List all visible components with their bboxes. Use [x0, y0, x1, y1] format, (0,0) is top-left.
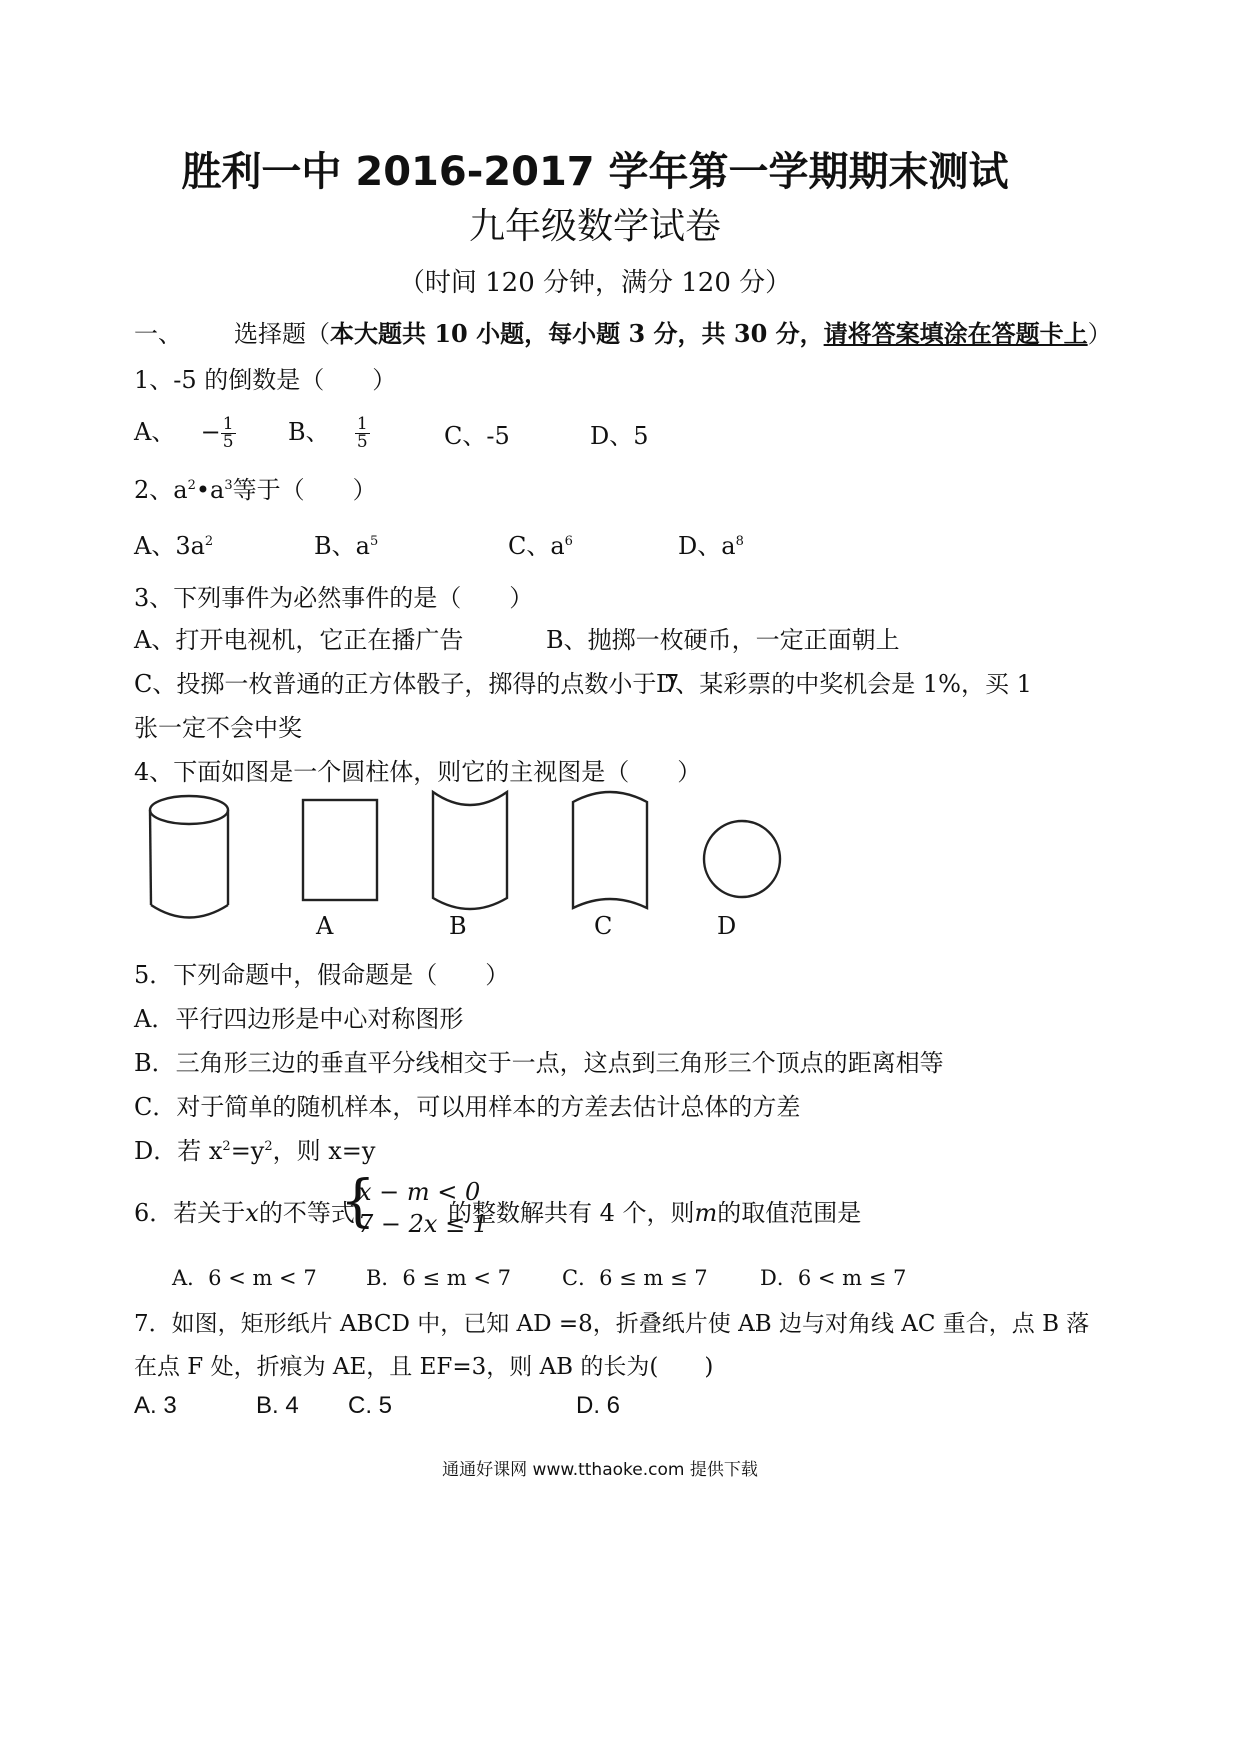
q7-option-d: D. 6 [576, 1392, 621, 1419]
q6-brace: { [340, 1169, 376, 1234]
q1-option-b: B、 $\frac{1}{5}$ [288, 414, 368, 452]
q6-option-d: D．6 < m ≤ 7 [760, 1266, 907, 1290]
time-note: （时间 120 分钟，满分 120 分） [398, 268, 792, 298]
q6-stem-post: 的整数解共有 4 个，则m的取值范围是 [448, 1199, 862, 1227]
q1-a-fraction: $\frac{1}{5}$ [222, 414, 234, 452]
q7-stem-line1: 7．如图，矩形纸片 ABCD 中，已知 AD =8，折叠纸片使 AB 边与对角线 AC 重合，点 B 落 [134, 1311, 1090, 1337]
section-answer-note: 请将答案填涂在答题卡上 [823, 319, 1088, 348]
q1-option-a: A、 − $\frac{1}{5}$ [134, 414, 234, 452]
q4-label-a: A [316, 912, 334, 940]
q7-stem-line2: 在点 F 处，折痕为 AE，且 EF=3，则 AB 的长为( ) [134, 1354, 714, 1380]
q3-option-d-continued: 张一定不会中奖 [134, 714, 302, 742]
q2-option-a: A、$3a^2$ [134, 532, 214, 560]
q2-option-d: D、$a^8$ [678, 532, 744, 560]
q5-option-c: C．对于简单的随机样本，可以用样本的方差去估计总体的方差 [134, 1093, 801, 1121]
q3-option-d: D、某彩票的中奖机会是 1%，买 1 [656, 670, 1032, 698]
q6-option-a: A．6 < m < 7 [172, 1266, 317, 1290]
exam-subtitle: 九年级数学试卷 [468, 206, 721, 247]
q3-option-c: C、投掷一枚普通的正方体骰子，掷得的点数小于 7 [134, 670, 680, 698]
q7-option-c: C. 5 [348, 1392, 393, 1419]
cylinder-figure [150, 796, 228, 918]
q1-option-d: D、5 [590, 422, 649, 450]
exam-title: 胜利一中 2016-2017 学年第一学期期末测试 [181, 149, 1009, 195]
q3-option-a: A、打开电视机，它正在播广告 [134, 626, 464, 654]
q2-option-c: C、$a^6$ [508, 532, 573, 560]
q5-option-a: A．平行四边形是中心对称图形 [134, 1005, 464, 1033]
option-c-shape [573, 792, 647, 908]
q2-options [134, 526, 834, 560]
q4-stem: 4、下面如图是一个圆柱体，则它的主视图是（ ） [134, 758, 702, 786]
q6-inequality-system [340, 1169, 489, 1246]
q1-stem: 1、-5 的倒数是（ ） [134, 366, 397, 394]
section-number: 一、 [134, 320, 182, 348]
q5-option-d: D．若 $x^2=y^2$，则 x=y [134, 1137, 376, 1165]
option-d-circle [704, 821, 780, 897]
q6-option-b: B．6 ≤ m < 7 [366, 1266, 511, 1290]
q4-label-c: C [594, 912, 613, 940]
q3-option-b: B、抛掷一枚硬币，一定正面朝上 [546, 626, 900, 654]
section-close: ） [1087, 320, 1112, 348]
q1-b-fraction: $\frac{1}{5}$ [356, 414, 368, 452]
page-footer: 通通好课网 www.tthaoke.com 提供下载 [442, 1460, 758, 1480]
q4-label-b: B [449, 912, 467, 940]
section-name: 选择题（ [234, 320, 330, 348]
q7-option-b: B. 4 [256, 1392, 299, 1419]
q5-option-b: B．三角形三边的垂直平分线相交于一点，这点到三角形三个顶点的距离相等 [134, 1049, 944, 1077]
section-instructions: 本大题共 10 小题，每小题 3 分，共 30 分， [330, 319, 824, 348]
q3-stem: 3、下列事件为必然事件的是（ ） [134, 584, 534, 612]
q7-option-a: A. 3 [134, 1392, 177, 1419]
q1-option-c: C、-5 [444, 422, 510, 450]
q2-stem: 2、$a^2•a^3$等于（ ） [134, 476, 377, 504]
section-heading [134, 314, 1112, 349]
q4-label-d: D [717, 912, 737, 940]
q2-option-b: B、$a^5$ [314, 532, 379, 560]
q6-stem-pre: 6．若关于x的不等式 [134, 1199, 355, 1227]
q5-stem: 5．下列命题中，假命题是（ ） [134, 961, 510, 989]
q6-option-c: C．6 ≤ m ≤ 7 [562, 1266, 708, 1290]
option-b-shape [433, 792, 507, 909]
option-a-rectangle [303, 800, 377, 900]
q6-inequality-1: x − m < 0 [358, 1178, 481, 1206]
q6-inequality-2: 7 − 2x ≤ 1 [358, 1210, 489, 1238]
